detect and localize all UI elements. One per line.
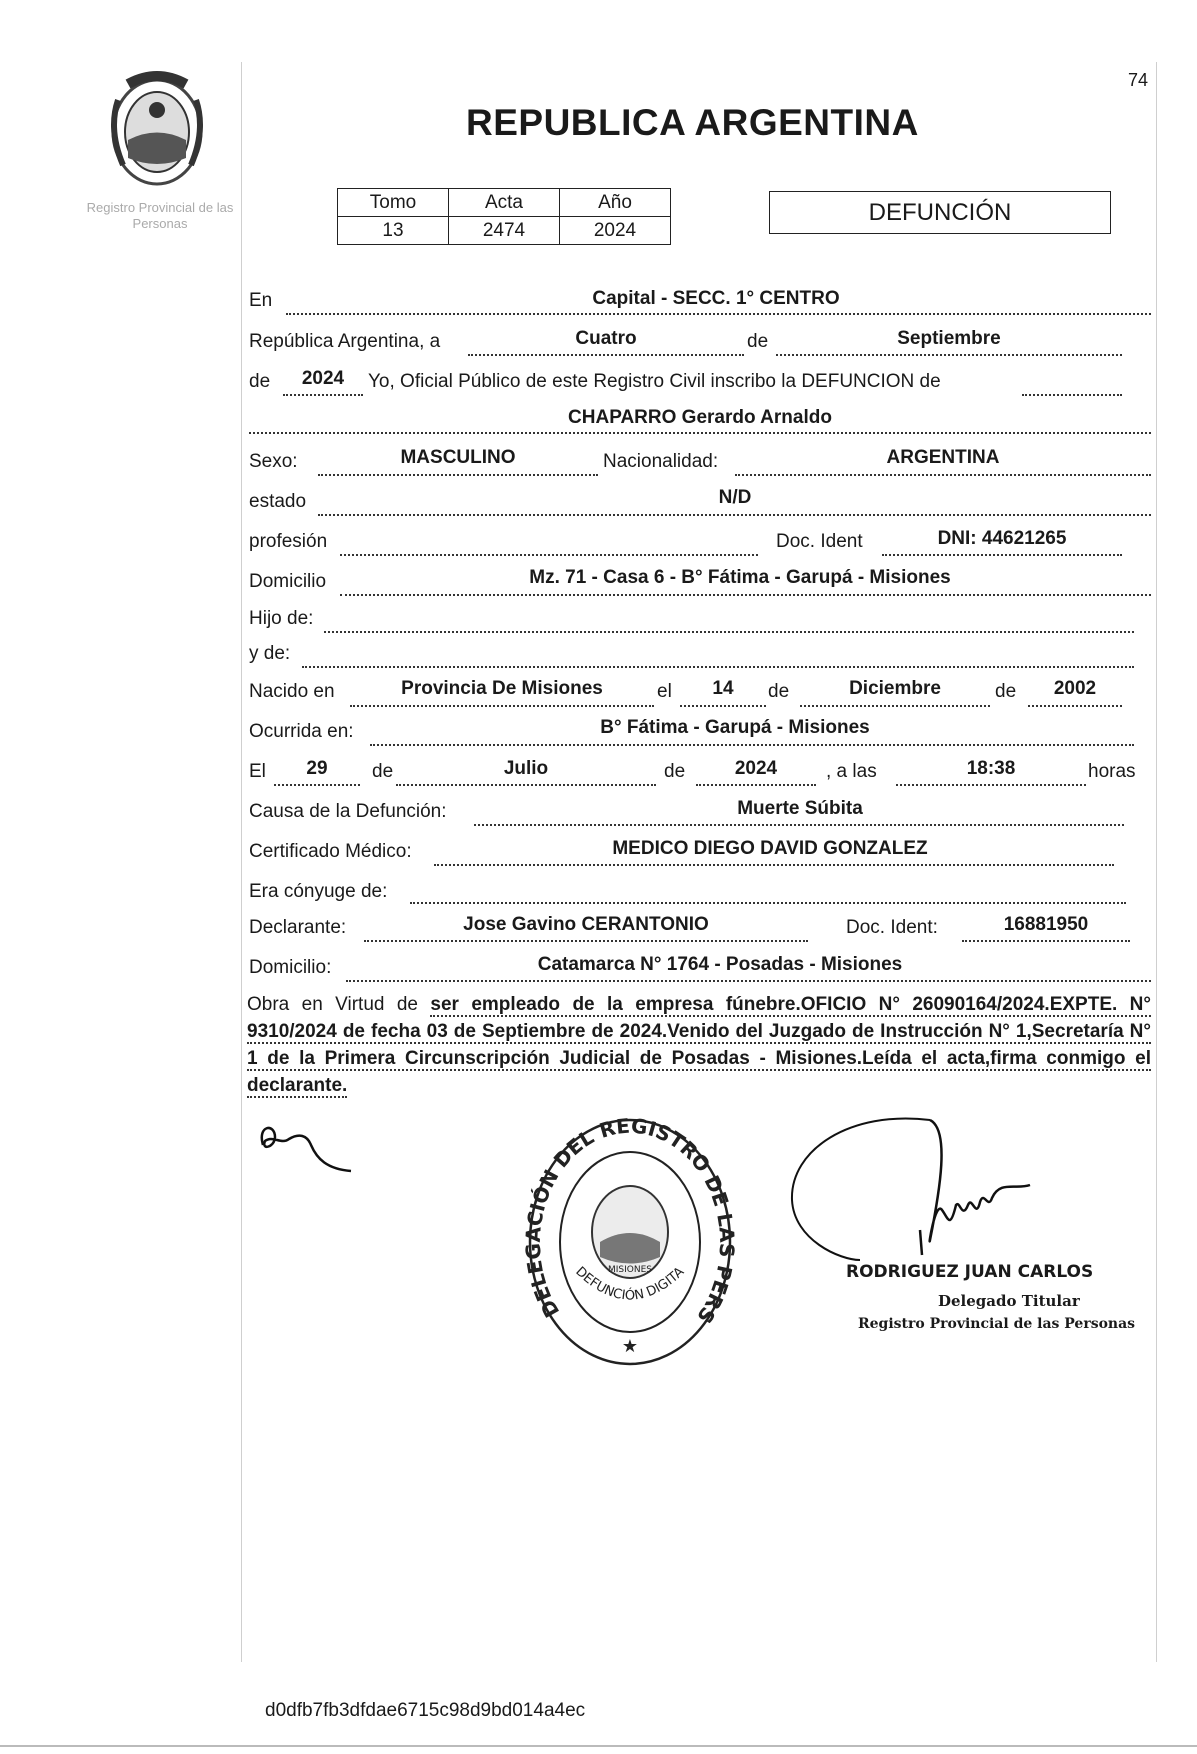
- logo-caption: Registro Provincial de las Personas: [86, 200, 234, 231]
- table-header: Tomo: [338, 189, 449, 217]
- official-office: Registro Provincial de las Personas: [858, 1316, 1136, 1332]
- dotted-line: [318, 514, 1151, 516]
- field-fallecio-anio: 2024: [734, 758, 778, 779]
- field-sexo: MASCULINO: [400, 447, 516, 468]
- dotted-line: [410, 902, 1126, 904]
- dotted-line: [340, 554, 758, 556]
- star-icon: ★: [621, 1336, 639, 1356]
- record-table: [337, 188, 671, 245]
- label-estado: estado: [249, 491, 307, 512]
- seal-inner-text: DEFUNCIÓN DIGITA: [572, 1264, 688, 1304]
- page-title: REPUBLICA ARGENTINA: [466, 102, 919, 143]
- dotted-line: [283, 394, 363, 396]
- field-lugar: Capital - SECC. 1° CENTRO: [592, 288, 840, 309]
- label-obra-en-virtud: Obra en Virtud de: [247, 994, 419, 1015]
- seal-center-text: MISIONES: [607, 1265, 653, 1275]
- field-doc-ident: DNI: 44621265: [937, 528, 1067, 549]
- field-mes: Septiembre: [897, 328, 1001, 349]
- label-doc-ident-declarante: Doc. Ident:: [846, 917, 938, 938]
- dotted-line: [1028, 705, 1122, 707]
- label-profesion: profesión: [249, 531, 328, 552]
- label-hijo-de: Hijo de:: [249, 608, 314, 629]
- dotted-line: [434, 864, 1114, 866]
- dotted-line: [318, 474, 598, 476]
- label-domicilio-declarante: Domicilio:: [249, 957, 332, 978]
- field-fallecio-mes: Julio: [503, 758, 549, 779]
- dotted-line: [370, 744, 1134, 746]
- field-nombre: CHAPARRO Gerardo Arnaldo: [568, 407, 832, 428]
- dotted-line: [962, 940, 1130, 942]
- field-certificado: MEDICO DIEGO DAVID GONZALEZ: [612, 838, 928, 859]
- dotted-line: [1022, 394, 1122, 396]
- field-estado: N/D: [718, 487, 752, 508]
- label-domicilio: Domicilio: [249, 571, 327, 592]
- provincia-de-misiones-seal-icon: [98, 70, 216, 193]
- label-de: de: [664, 761, 686, 782]
- dotted-line: [396, 784, 656, 786]
- field-dia: Cuatro: [575, 328, 637, 349]
- seal-ring-text: DELEGACIÓN DEL REGISTRO DE LAS PERS: [520, 1113, 740, 1328]
- label-a-las: , a las: [826, 761, 877, 782]
- left-margin-line: [241, 62, 242, 1662]
- dotted-line: [286, 313, 1151, 315]
- dotted-line: [302, 666, 1134, 668]
- field-ocurrida-en: B° Fátima - Garupá - Misiones: [600, 717, 870, 738]
- label-de: de: [768, 681, 790, 702]
- label-de: de: [372, 761, 394, 782]
- declarant-signature: [255, 1115, 365, 1180]
- field-declarante: Jose Gavino CERANTONIO: [463, 914, 709, 935]
- label-el-upper: El: [249, 761, 266, 782]
- document-hash: d0dfb7fb3dfdae6715c98d9bd014a4ec: [265, 1700, 586, 1721]
- dotted-line: [896, 784, 1086, 786]
- dotted-line: [474, 824, 1124, 826]
- dotted-line: [364, 940, 808, 942]
- field-obra-text: ser empleado de la empresa fúnebre.OFICIO N° 26090164/2024.EXPTE. N° 9310/2024 de fecha 03 de Septiembre de 2024.Venido del Juzgado de Instrucción N° 1,Secretaría N° 1 de la Primera Circunscripción Judicial de Posadas - Misiones.Leída el acta,firma conmigo el declarante.: [247, 994, 1152, 1096]
- label-horas: horas: [1088, 761, 1136, 782]
- label-de: de: [747, 331, 769, 352]
- page-number: 74: [1128, 70, 1149, 90]
- dotted-line: [274, 784, 360, 786]
- record-type-box: DEFUNCIÓN: [769, 191, 1111, 234]
- table-header: Acta: [449, 189, 560, 217]
- dotted-line: [324, 631, 1134, 633]
- table-header: Año: [560, 189, 671, 217]
- field-declarante-domicilio: Catamarca N° 1764 - Posadas - Misiones: [537, 954, 903, 975]
- label-en: En: [249, 290, 273, 311]
- label-de: de: [995, 681, 1017, 702]
- field-domicilio: Mz. 71 - Casa 6 - B° Fátima - Garupá - Misiones: [529, 567, 951, 588]
- official-name: RODRIGUEZ JUAN CARLOS: [846, 1262, 1094, 1282]
- dotted-line: [696, 784, 816, 786]
- dotted-line: [776, 354, 1122, 356]
- delegation-seal: [520, 1112, 740, 1377]
- obra-en-virtud-paragraph: [247, 991, 1151, 1099]
- label-declarante: Declarante:: [249, 917, 347, 938]
- official-signature: [780, 1110, 1080, 1285]
- dotted-line: [249, 432, 1151, 434]
- dotted-line: [800, 705, 990, 707]
- label-republica: República Argentina, a: [249, 331, 441, 352]
- label-sexo: Sexo:: [249, 451, 298, 472]
- field-anio: 2024: [301, 368, 345, 389]
- label-certificado: Certificado Médico:: [249, 841, 412, 862]
- field-nacido-anio: 2002: [1053, 678, 1097, 699]
- label-ocurrida-en: Ocurrida en:: [249, 721, 354, 742]
- field-fallecio-dia: 29: [306, 758, 328, 779]
- label-nacionalidad: Nacionalidad:: [603, 451, 719, 472]
- field-nacionalidad: ARGENTINA: [886, 447, 1000, 468]
- dotted-line: [350, 705, 654, 707]
- official-role: Delegado Titular: [938, 1292, 1080, 1310]
- label-de-anio: de: [249, 371, 271, 392]
- table-cell: 2474: [449, 217, 560, 245]
- field-hora: 18:38: [966, 758, 1016, 779]
- dotted-line: [680, 705, 766, 707]
- label-el: el: [657, 681, 672, 702]
- field-declarante-doc: 16881950: [1003, 914, 1089, 935]
- right-margin-line: [1156, 62, 1157, 1662]
- dotted-line: [735, 474, 1151, 476]
- label-yo-oficial: Yo, Oficial Público de este Registro Civil inscribo la DEFUNCION de: [368, 371, 941, 392]
- dotted-line: [468, 354, 744, 356]
- dotted-line: [340, 594, 1151, 596]
- field-causa: Muerte Súbita: [737, 798, 863, 819]
- field-nacido-en: Provincia De Misiones: [401, 678, 603, 699]
- label-nacido-en: Nacido en: [249, 681, 335, 702]
- label-y-de: y de:: [249, 643, 291, 664]
- table-cell: 13: [338, 217, 449, 245]
- dotted-line: [346, 980, 1151, 982]
- label-conyuge: Era cónyuge de:: [249, 881, 388, 902]
- field-nacido-mes: Diciembre: [849, 678, 941, 699]
- field-nacido-dia: 14: [712, 678, 734, 699]
- dotted-line: [882, 554, 1122, 556]
- table-cell: 2024: [560, 217, 671, 245]
- label-causa: Causa de la Defunción:: [249, 801, 447, 822]
- label-doc-ident: Doc. Ident: [776, 531, 863, 552]
- bottom-edge-line: [0, 1745, 1197, 1747]
